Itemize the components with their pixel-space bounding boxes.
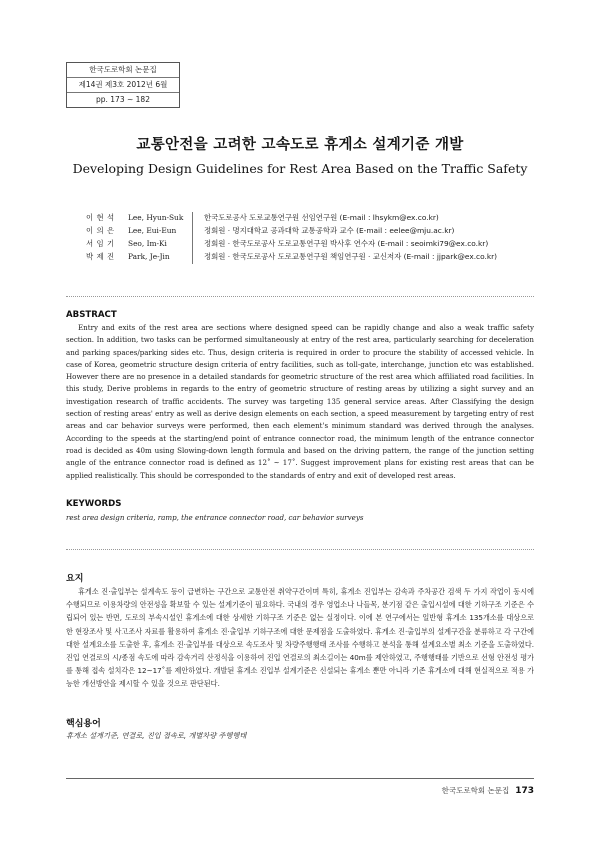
author-name-ko: 이 의 은	[86, 226, 115, 235]
keywords-ko-heading: 핵심용어	[66, 719, 101, 729]
journal-info-box	[66, 62, 180, 108]
author-row	[86, 237, 556, 250]
author-affiliation: 정회원 · 한국도로공사 도로교통연구원 책임연구원 · 교신저자 (E-mail : jjpark@ex.co.kr)	[204, 252, 498, 261]
journal-pages: pp. 173 ~ 182	[96, 95, 150, 104]
author-name-en: Park, Je-Jin	[128, 252, 170, 261]
keywords-heading: KEYWORDS	[66, 499, 122, 509]
keywords-text: rest area design criteria, ramp, the entrance connector road, car behavior surveys	[66, 513, 364, 522]
author-name-ko: 박 제 진	[86, 252, 115, 261]
footer-journal: 한국도로학회 논문집	[441, 786, 510, 795]
author-row	[86, 250, 556, 263]
author-name-ko: 서 임 기	[86, 239, 115, 248]
journal-volume: 제14권 제3호 2012년 6월	[67, 78, 179, 93]
page-number: 173	[515, 786, 534, 796]
author-name-en: Seo, Im-Ki	[128, 239, 167, 248]
dotted-divider	[66, 296, 534, 297]
author-name-en: Lee, Hyun-Suk	[128, 213, 184, 222]
footer-rule	[66, 778, 534, 779]
author-name-ko: 이 현 석	[86, 213, 115, 222]
author-affiliation: 한국도로공사 도로교통연구원 선임연구원 (E-mail : lhsykm@ex.co.kr)	[204, 213, 439, 222]
title-korean: 교통안전을 고려한 고속도로 휴게소 설계기준 개발	[136, 137, 464, 153]
author-row	[86, 224, 556, 237]
author-list	[86, 211, 556, 263]
summary-text: 휴게소 진·출입부는 설계속도 등이 급변하는 구간으로 교통안전 취약구간이며 특히, 휴게소 진입부는 감속과 주차공간 검색 두 가지 작업이 동시에 수행되므로 이용차량의 안전성을 확보할 수 있는 설계기준이 필요하다. 국내의 경우 영업소나 나들목, 분기점 같은 출입시설에 대한 기하구조 기준은 수립되어 있는 반면, 도로의 부속시설인 휴게소에 대한 상세한 기하구조 기준은 없는 실정이다. 이에 본 연구에서는 일반형 휴게소 135개소를 대상으로 한 현장조사 및 사고조사 자료를 활용하여 휴게소 진·출입부 기하구조에 대한 문제점을 도출하였다. 휴게소 진·출입부의 설계구간을 분류하고 각 구간에 대한 설계요소를 도출한 후, 휴게소 진·출입부를 대상으로 속도조사 및 차량주행행태 조사를 수행하고 분석을 통해 설계요소별 최소 기준을 도출하였다. 진입 연결로의 시/종점 속도에 따라 감속거리 산정식을 이용하여 진입 연결로의 최소길이는 40m를 제안하였고, 주행행태를 기반으로 선형 안전성 평가를 통해 접속 설치각은 12~17˚를 제안하였다. 개발된 휴게소 진입부 설계기준은 신설되는 휴게소 뿐만 아니라 기존 휴게소에 대해 현실적으로 적용 가능한 개선방안을 제시할 수 있을 것으로 판단된다.	[66, 587, 534, 689]
journal-name: 한국도로학회 논문집	[67, 63, 179, 78]
author-affiliation: 정회원 · 명지대학교 공과대학 교통공학과 교수 (E-mail : eelee@mju.ac.kr)	[204, 226, 455, 235]
abstract-heading: ABSTRACT	[66, 310, 117, 320]
title-english: Developing Design Guidelines for Rest Area Based on the Traffic Safety	[72, 161, 528, 176]
dotted-divider	[66, 549, 534, 550]
abstract-text: Entry and exits of the rest area are sections where designed speed can be rapidly change and also a weak traffic safety section. In addition, two tasks can be performed simultaneously at entry of the rest area, particularly searching for deceleration and parking spaces/parking sides etc. Thus, design criteria is required in order to procure the stability of accessed vehicle. In case of Korea, geometric structure design criteria of entry facilities, such as toll-gate, interchange, junction etc was established. However there are no presence in a detailed standards for geometric structure of the rest area which affiliated road facilities. In this study, Derive problems in regards to the entry of geometric structure of resting areas by utilizing a sight survey and an investigation research of traffic accidents. The survey was targeting 135 general service areas. After Classifying the design section of resting areas' entry as well as derive design elements on each section, a speed measurement by targeting entry of rest areas and car behavior surveys were performed, then each element's minimum standard was derived through the analyses. According to the speeds at the starting/end point of entrance connector road, the minimum length of the entrance connector road is decided as 40m using Slowing-down length formula and based on the driving pattern, the range of the junction setting angle of the entrance connector road is defined as 12˚ ~ 17˚. Suggest improvement plans for existing rest areas that can be applied realistically. This should be corresponded to the standards of entry and exit of developed rest areas.	[66, 323, 534, 480]
summary-heading: 요지	[66, 574, 84, 584]
page-footer	[442, 785, 534, 796]
keywords-ko-text: 휴게소 설계기준, 연결로, 진입 접속로, 개별차량 주행행태	[66, 731, 247, 740]
author-affiliation: 정회원 · 한국도로공사 도로교통연구원 박사후 연수자 (E-mail : seoimki79@ex.co.kr)	[204, 239, 489, 248]
author-row	[86, 211, 556, 224]
author-name-en: Lee, Eui-Eun	[128, 226, 177, 235]
